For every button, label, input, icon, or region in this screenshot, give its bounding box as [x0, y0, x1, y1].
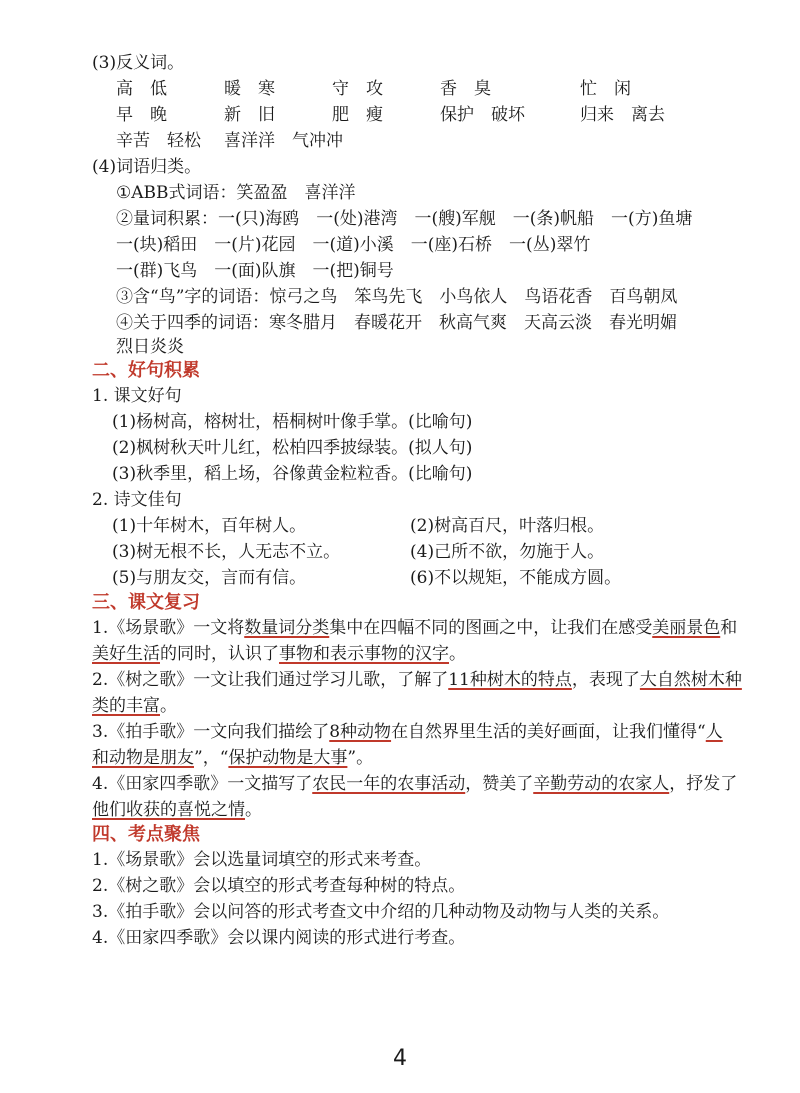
- poem-item: (2)树高百尺，叶落归根。: [410, 516, 605, 536]
- antonym-pair: 保护 破坏: [440, 105, 525, 125]
- answer-underline: 保护动物是大事: [228, 748, 348, 768]
- antonym-pair: 香 臭: [440, 79, 491, 99]
- poem-item: (1)十年树木，百年树人。: [112, 516, 307, 536]
- page-number: 4: [393, 1046, 407, 1071]
- review-paragraph-4: 4.《田家四季歌》一文描写了农民一年的农事活动，赞美了辛勤劳动的农家人，抒发了: [92, 774, 738, 794]
- answer-underline: 数量词分类: [244, 618, 330, 638]
- abb-words: ①ABB式词语：笑盈盈 喜洋洋: [116, 183, 356, 203]
- answer-underline: 11种树木的特点: [448, 670, 572, 690]
- poem-item: (5)与朋友交，言而有信。: [112, 568, 307, 588]
- antonym-pair: 暖 寒: [224, 79, 275, 99]
- review-paragraph-2-cont: 类的丰富。: [92, 696, 177, 716]
- review-paragraph-1-cont: 美好生活的同时，认识了事物和表示事物的汉字。: [92, 644, 466, 664]
- section-title-text-review: 三、课文复习: [92, 592, 200, 613]
- antonym-pair: 归来 离去: [580, 105, 665, 125]
- answer-underline: 类的丰富: [92, 696, 160, 716]
- antonym-row-2: [116, 104, 665, 126]
- sentence-item: (3)秋季里，稻上场，谷像黄金粒粒香。(比喻句): [112, 464, 473, 484]
- antonym-pair: 辛苦 轻松: [116, 131, 201, 151]
- quantifier-line-2: 一(块)稻田 一(片)花园 一(道)小溪 一(座)石桥 一(丛)翠竹: [116, 235, 591, 255]
- answer-underline: 辛勤劳动的农家人: [533, 774, 670, 794]
- section-title-good-sentences: 二、好句积累: [92, 360, 200, 381]
- antonym-pair: 早 晚: [116, 105, 167, 125]
- section-title-exam-focus: 四、考点聚焦: [92, 824, 200, 845]
- sentence-item: (1)杨树高，榕树壮，梧桐树叶像手掌。(比喻句): [112, 412, 473, 432]
- answer-underline: 人: [705, 722, 723, 742]
- antonym-pair: 喜洋洋 气冲冲: [224, 131, 343, 151]
- answer-underline: 他们收获的喜悦之情: [92, 800, 245, 820]
- answer-underline: 美丽景色: [652, 618, 721, 638]
- quantifier-line-1: ②量词积累：一(只)海鸥 一(处)港湾 一(艘)军舰 一(条)帆船 一(方)鱼塘: [116, 209, 693, 229]
- answer-underline: 农民一年的农事活动: [312, 774, 466, 794]
- quantifier-line-3: 一(群)飞鸟 一(面)队旗 一(把)铜号: [116, 261, 394, 281]
- antonym-row-1: [116, 78, 631, 100]
- antonym-heading: (3)反义词。: [92, 53, 185, 73]
- antonym-pair: 新 旧: [224, 105, 275, 125]
- focus-item: 1.《场景歌》会以选量词填空的形式来考查。: [92, 850, 432, 870]
- antonym-pair: 肥 瘦: [332, 105, 383, 125]
- season-words-cont: 烈日炎炎: [116, 337, 184, 357]
- review-paragraph-3: 3.《拍手歌》一文向我们描绘了8种动物在自然界里生活的美好画面，让我们懂得“人: [92, 722, 723, 742]
- answer-underline: 事物和表示事物的汉字: [279, 644, 449, 664]
- poem-item: (4)己所不欲，勿施于人。: [410, 542, 605, 562]
- sentence-item: (2)枫树秋天叶儿红，松柏四季披绿装。(拟人句): [112, 438, 473, 458]
- season-words: ④关于四季的词语：寒冬腊月 春暖花开 秋高气爽 天高云淡 春光明媚: [116, 313, 677, 333]
- antonym-row-3: [116, 130, 343, 152]
- answer-underline: 和动物是朋友: [92, 748, 194, 768]
- focus-item: 4.《田家四季歌》会以课内阅读的形式进行考查。: [92, 928, 466, 948]
- bird-words: ③含“鸟”字的词语：惊弓之鸟 笨鸟先飞 小鸟依人 鸟语花香 百鸟朝凤: [116, 287, 678, 307]
- antonym-pair: 高 低: [116, 79, 167, 99]
- answer-underline: 美好生活: [92, 644, 160, 664]
- review-paragraph-1: 1.《场景歌》一文将数量词分类集中在四幅不同的图画之中，让我们在感受美丽景色和: [92, 618, 738, 638]
- antonym-pair: 忙 闲: [580, 79, 631, 99]
- focus-item: 3.《拍手歌》会以问答的形式考查文中介绍的几种动物及动物与人类的关系。: [92, 902, 670, 922]
- antonym-pair: 守 攻: [332, 79, 383, 99]
- review-paragraph-2: 2.《树之歌》一文让我们通过学习儿歌，了解了11种树木的特点，表现了大自然树木种: [92, 670, 742, 690]
- poem-sentences-heading: 2. 诗文佳句: [92, 490, 182, 510]
- text-sentences-heading: 1. 课文好句: [92, 386, 182, 406]
- review-paragraph-3-cont: 和动物是朋友”，“保护动物是大事”。: [92, 748, 374, 768]
- review-paragraph-4-cont: 他们收获的喜悦之情。: [92, 800, 262, 820]
- poem-item: (6)不以规矩，不能成方圆。: [410, 568, 622, 588]
- answer-underline: 8种动物: [329, 722, 392, 742]
- classify-heading: (4)词语归类。: [92, 157, 202, 177]
- answer-underline: 大自然树木种: [639, 670, 742, 690]
- poem-item: (3)树无根不长，人无志不立。: [112, 542, 341, 562]
- focus-item: 2.《树之歌》会以填空的形式考查每种树的特点。: [92, 876, 466, 896]
